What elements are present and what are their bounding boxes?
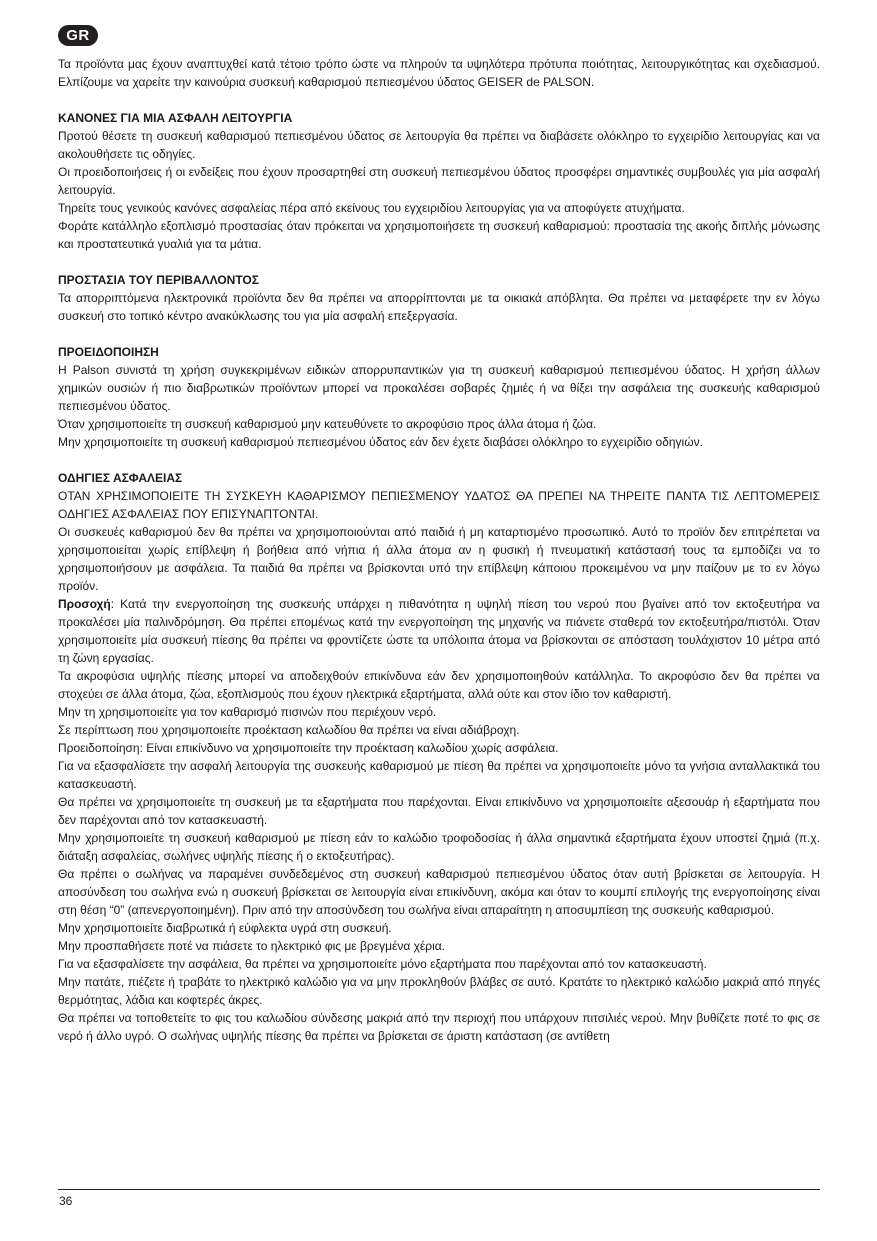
document-body — [58, 55, 820, 1045]
section-heading: ΠΡΟΕΙΔΟΠΟΙΗΣΗ — [58, 345, 159, 359]
section-environment — [58, 271, 820, 325]
section-heading: ΠΡΟΣΤΑΣΙΑ ΤΟΥ ΠΕΡΙΒΑΛΛΟΝΤΟΣ — [58, 273, 259, 287]
paragraph: Προτού θέσετε τη συσκευή καθαρισμού πεπιεσμένου ύδατος σε λειτουργία θα πρέπει να διαβάσετε ολόκληρο το εγχειρίδιο λειτουργίας και να ακολουθήσετε τις οδηγίες. — [58, 129, 820, 161]
page-number: 36 — [59, 1194, 73, 1208]
paragraph: Μην προσπαθήσετε ποτέ να πιάσετε το ηλεκτρικό φις με βρεγμένα χέρια. — [58, 939, 446, 953]
language-badge: GR — [58, 25, 98, 46]
paragraph: Μην πατάτε, πιέζετε ή τραβάτε το ηλεκτρικό καλώδιο για να μην προκληθούν βλάβες σε αυτό. Κρατάτε το ηλεκτρικό καλώδιο μακριά από πηγές θερμότητας, λάδια και κοφτερές άκρες. — [58, 975, 820, 1007]
footer-rule — [58, 1189, 820, 1190]
paragraph: ΟΤΑΝ ΧΡΗΣΙΜΟΠΟΙΕΙΤΕ ΤΗ ΣΥΣΚΕΥΗ ΚΑΘΑΡΙΣΜΟΥ ΠΕΠΙΕΣΜΕΝΟΥ ΥΔΑΤΟΣ ΘΑ ΠΡΕΠΕΙ ΝΑ ΤΗΡΕΙΤΕ ΠΑΝΤΑ ΤΙΣ ΛΕΠΤΟΜΕΡΕΙΣ ΟΔΗΓΙΕΣ ΑΣΦΑΛΕΙΑΣ ΠΟΥ ΕΠΙΣΥΝΑΠΤΟΝΤΑΙ. — [58, 489, 820, 521]
paragraph: Μην χρησιμοποιείτε τη συσκευή καθαρισμού με πίεση εάν το καλώδιο τροφοδοσίας ή άλλα σημαντικά εξαρτήματα έχουν υποστεί ζημιά (π.χ. διάταξη ασφαλείας, σωλήνες υψηλής πίεσης ή ο εκτοξευτήρας). — [58, 831, 820, 863]
paragraph: Οι συσκευές καθαρισμού δεν θα πρέπει να χρησιμοποιούνται από παιδιά ή μη καταρτισμένο προσωπικό. Αυτό το προϊόν δεν επιτρέπεται να χρησιμοποιείται χωρίς επίβλεψη ή βοήθεια από νήπια ή άλλα άτομα αν η φυσική ή πνευματική κατάστασή τους τα εμποδίζει να το χρησιμοποιήσουν με ασφάλεια. Τα παιδιά θα πρέπει να βρίσκονται υπό την επίβλεψη κάποιου προκειμένου να μην παίζουν με το εν λόγω προϊόν. — [58, 525, 820, 593]
paragraph: Οι προειδοποιήσεις ή οι ενδείξεις που έχουν προσαρτηθεί στη συσκευή πεπιεσμένου ύδατος προσφέρει σημαντικές συμβουλές για μία ασφαλή λειτουργία. — [58, 165, 820, 197]
section-safety-instructions — [58, 469, 820, 1045]
caution-text: : Κατά την ενεργοποίηση της συσκευής υπάρχει η πιθανότητα η υψηλή πίεση του νερού που βγαίνει από τον εκτοξευτήρα να προκαλέσει μία παλινδρόμηση. Θα πρέπει επομένως κατά την ενεργοποίηση της μηχανής να πιάνετε σταθερά τον εκτοξευτήρα/πιστόλι. Όταν χρησιμοποιείτε μία συσκευή πίεσης θα πρέπει να φροντίζετε ώστε τα υπόλοιπα άτομα να βρίσκονται σε απόσταση τουλάχιστον 10 μέτρα από τη ζώνη εργασίας. — [58, 597, 820, 665]
section-heading: ΟΔΗΓΙΕΣ ΑΣΦΑΛΕΙΑΣ — [58, 471, 183, 485]
caution-label: Προσοχή — [58, 597, 111, 611]
paragraph: Θα πρέπει να χρησιμοποιείτε τη συσκευή με τα εξαρτήματα που παρέχονται. Είναι επικίνδυνο να χρησιμοποιείτε αξεσουάρ ή εξαρτήματα που δεν παρέχονται από τον κατασκευαστή. — [58, 795, 820, 827]
paragraph: Φοράτε κατάλληλο εξοπλισμό προστασίας όταν πρόκειται να χρησιμοποιήσετε τη συσκευή καθαρισμού: προστασία της ακοής διπλής μόνωσης και προστατευτικά γυαλιά για τα μάτια. — [58, 219, 820, 251]
paragraph: Η Palson συνιστά τη χρήση συγκεκριμένων ειδικών απορρυπαντικών για τη συσκευή καθαρισμού πεπιεσμένου ύδατος. Η χρήση άλλων χημικών ουσιών ή πιο διαβρωτικών προϊόντων μπορεί να προκαλέσει σοβαρές ζημιές ή να θίξει την ασφάλεια της συσκευής καθαρισμού πεπιεσμένου ύδατος. — [58, 363, 820, 413]
paragraph: Μην τη χρησιμοποιείτε για τον καθαρισμό πισινών που περιέχουν νερό. — [58, 705, 437, 719]
paragraph: Για να εξασφαλίσετε την ασφαλή λειτουργία της συσκευής καθαρισμού με πίεση θα πρέπει να χρησιμοποιείτε μόνο τα γνήσια ανταλλακτικά του κατασκευαστή. — [58, 759, 820, 791]
caution-paragraph — [58, 595, 820, 667]
paragraph: Μην χρησιμοποιείτε τη συσκευή καθαρισμού πεπιεσμένου ύδατος εάν δεν έχετε διαβάσει ολόκληρο το εγχειρίδιο οδηγιών. — [58, 435, 703, 449]
paragraph: Σε περίπτωση που χρησιμοποιείτε προέκταση καλωδίου θα πρέπει να είναι αδιάβροχη. — [58, 723, 520, 737]
paragraph: Θα πρέπει ο σωλήνας να παραμένει συνδεδεμένος στη συσκευή καθαρισμού πεπιεσμένου ύδατος όταν αυτή βρίσκεται σε λειτουργία. Η αποσύνδεση του σωλήνα ενώ η συσκευή βρίσκεται σε λειτουργία είναι επικίνδυνη, ακόμα και όταν το κουμπί επιλογής της ενεργοποίησης είναι στη θέση “0” (απενεργοποιημένη). Πριν από την αποσύνδεση του σωλήνα είναι απαραίτητη η αποσυμπίεση της συσκευής καθαρισμού. — [58, 867, 820, 917]
intro-paragraph: Τα προϊόντα μας έχουν αναπτυχθεί κατά τέτοιο τρόπο ώστε να πληρούν τα υψηλότερα πρότυπα ποιότητας, λειτουργικότητας και σχεδιασμού. Ελπίζουμε να χαρείτε την καινούρια συσκευή καθαρισμού πεπιεσμένου ύδατος GEISER de PALSON. — [58, 57, 820, 89]
paragraph: Προειδοποίηση: Είναι επικίνδυνο να χρησιμοποιείτε την προέκταση καλωδίου χωρίς ασφάλεια. — [58, 741, 559, 755]
paragraph: Όταν χρησιμοποιείτε τη συσκευή καθαρισμού μην κατευθύνετε το ακροφύσιο προς άλλα άτομα ή ζώα. — [58, 417, 597, 431]
paragraph: Μην χρησιμοποιείτε διαβρωτικά ή εύφλεκτα υγρά στη συσκευή. — [58, 921, 392, 935]
paragraph: Τα απορριπτόμενα ηλεκτρονικά προϊόντα δεν θα πρέπει να απορρίπτονται με τα οικιακά απόβλητα. Θα πρέπει να μεταφέρετε την εν λόγω συσκευή στο τοπικό κέντρο ανακύκλωσης του για μία ασφαλή επεξεργασία. — [58, 291, 820, 323]
section-heading: ΚΑΝΟΝΕΣ ΓΙΑ ΜΙΑ ΑΣΦΑΛΗ ΛΕΙΤΟΥΡΓΙΑ — [58, 111, 293, 125]
section-safe-operation — [58, 109, 820, 253]
paragraph: Τα ακροφύσια υψηλής πίεσης μπορεί να αποδειχθούν επικίνδυνα εάν δεν χρησιμοποιηθούν κατάλληλα. Το ακροφύσιο δεν θα πρέπει να στοχεύει σε άλλα άτομα, ζώα, εξοπλισμούς που έχουν ηλεκτρικά εξαρτήματα, αλλά ούτε και στον ίδιο τον καθαριστή. — [58, 669, 820, 701]
paragraph: Τηρείτε τους γενικούς κανόνες ασφαλείας πέρα από εκείνους του εγχειριδίου λειτουργίας για να αποφύγετε ατυχήματα. — [58, 201, 685, 215]
section-warning — [58, 343, 820, 451]
paragraph: Για να εξασφαλίσετε την ασφάλεια, θα πρέπει να χρησιμοποιείτε μόνο εξαρτήματα που παρέχονται από τον κατασκευαστή. — [58, 957, 707, 971]
paragraph: Θα πρέπει να τοποθετείτε το φις του καλωδίου σύνδεσης μακριά από την περιοχή που υπάρχουν πιτσιλιές νερού. Μην βυθίζετε ποτέ το φις σε νερό ή άλλο υγρό. Ο σωλήνας υψηλής πίεσης θα πρέπει να βρίσκεται σε άριστη κατάσταση (σε αντίθετη — [58, 1011, 820, 1043]
